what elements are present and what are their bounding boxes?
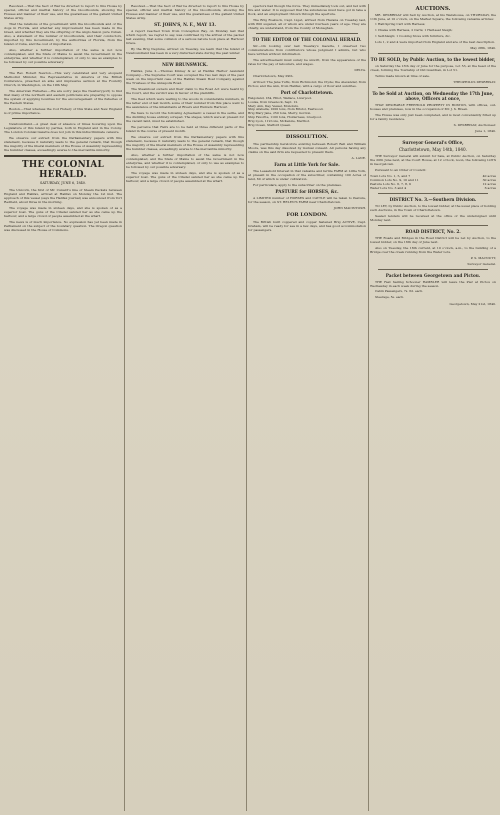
article-paragraph: spectors had though the force. They immediately took out, and fed with fire and water. It is supposed that the substances must have got in take a flock, and an employment thrown through the aperture. [248, 4, 366, 16]
shipping-entry: Ship Favorite, 1100 tons, Holderness, Liverpool. [248, 114, 322, 119]
shipping-entry: Mary Ann, Day, Vessel, Monolulu. [248, 103, 300, 108]
masthead-title: THE COLONIAL HERALD. [22, 160, 104, 180]
ad-heading: Farm at Little York for Sale. [274, 162, 340, 168]
shipping-entry: Ship Arabella, 1000 tons, from Bristol, Eastwood. [248, 107, 324, 112]
article-paragraph: Boston.—That whereas the Cod Fishery of this State and New England is of prime importance. [4, 107, 122, 115]
column-rule [246, 4, 247, 811]
ad-paragraph: THE Fast Sailing Schooner RAMBLER will leave the Pier at Pictou on Wednesday in each week during the season. [370, 280, 496, 289]
ad-paragraph: The House was only just been completed, and is most conveniently fitted up for a family residence. [370, 113, 496, 122]
article-paragraph: A report reached Town from Conception Bay, on Monday last that which report, we regret to say, was confirmed by the arrival of the packet last evening, that some collision of a serious nature took place at Harbour Grace. [126, 29, 244, 45]
article-paragraph: We perceive that Fairs are to be held at three different parts of the Island in the course of present month. [126, 125, 244, 133]
article-paragraph: Sir.—On looking over last Tuesday's Gazette, I observed two communications from contributors whose judgment I admire, but who have written without information. [248, 44, 366, 56]
table-cell: Town Lots No. 1, 5, and 7 [370, 174, 411, 179]
ad-paragraph: THE Roads and Bridges in the Road District will be Let by Auction, to the lowest bidder, on the 16th day of June next. [370, 236, 496, 245]
ad-line: 1 Self-Sleigh; 1 Cooking Stove with furniture, &c. [375, 33, 451, 38]
article-paragraph: Arrived: The Jane Tufts, from Richmond; the Clyde; the Alexander, from Pictou; and the Ann, from Halifax, with a cargo of flour and sundries. [248, 80, 366, 88]
signature: A. LANE. [351, 156, 366, 161]
section-heading: NEW BRUNSWICK. [162, 62, 208, 67]
ad-paragraph: THE Surveyor General will submit for Sale, at Public Auction, on Saturday the 20th June next, at the Court House, at 12 o'clock, noon, the following LOTS in Georgetown. [370, 154, 496, 167]
divider [378, 269, 488, 270]
ad-paragraph: Terms made known at time of sale. [375, 74, 430, 79]
signature: S. DESBRISAY, Auctioneer. [453, 123, 496, 128]
ad-heading: TO BE SOLD, by Public Auction, to the lowest bidder, [370, 57, 496, 63]
article-paragraph: Also, whether a further importation of the same is not now contemplated, and the State of Maine to assist the Government in the enterprise, and whether it is contemplated, or only to use as examples to be followed by our possible adversary. [126, 153, 244, 169]
article-paragraph: Resolved.—That the Sect of War be directed to report to this House by special, official and marital history of the bloodhounds, showing the Houses and manner of their use, and the guarantees of the gallant United States Army. [126, 4, 244, 20]
ad-paragraph: MR. DESBRISAY will Sell by Auction, at his Warehouse, on THURSDAY, the 11th June, at 10 o'clock, on the Market Square, the following valuable articles: [370, 13, 496, 21]
ad-paragraph: Lots 1, 2 and 4 were imported from England and are of the best description. [375, 40, 496, 45]
ad-paragraph: on Saturday the 13th day of June for the purpose, Lot 53, at the head of the creek, forming the Township of Old Guardian, in Lot 51. [370, 64, 496, 73]
signature: DELTA. [354, 68, 366, 72]
ad-date: May 28th, 1840. [470, 46, 496, 51]
article-paragraph: Charlottetown, May 29th. [253, 74, 294, 78]
divider [134, 58, 236, 59]
ad-paragraph: The Leasehold Interest in that valuable and fertile FARM at Little York, at present in the occupation of the subscriber, containing 100 Acres of land, 60 of which is under cultivation. [248, 169, 366, 182]
column-rule [368, 4, 369, 811]
double-divider [4, 155, 122, 157]
ad-heading: DISSOLUTION. [285, 134, 329, 141]
ad-heading: ROAD DISTRICT, No. 2. [405, 229, 461, 235]
article-paragraph: We observe our extract from the Parliamentary papers with this statement, because it naturally leads to the general remark, that though the majority of the liberal members of the House of Assembly representing the humbler classes, exceedingly averse to the mercantile minority. [126, 135, 244, 151]
ad-paragraph: The partnership heretofore existing between Robert Bell and William Moore, was this day dissolved by mutual consent. All persons having any claims on the said firm are requested to present them. [248, 142, 366, 155]
divider [378, 53, 488, 54]
divider [378, 225, 488, 226]
ad-paragraph: For particulars, apply to the subscriber on the premises. [253, 183, 342, 188]
ad-heading: To be Sold at Auction, on Wednesday the 17th June, above, Officers at once, [372, 91, 494, 102]
ad-subheading: Charlottetown, May 14th, 1840. [398, 147, 468, 153]
table-row [370, 186, 496, 190]
column-1 [4, 4, 122, 811]
ad-date: Georgetown, May 21st, 1840. [449, 301, 496, 306]
divider [378, 193, 488, 194]
shipping-entry: Brig Ocean, Stafford Queen. [248, 122, 292, 127]
column-2 [126, 4, 244, 811]
section-heading: TO THE EDITOR OF THE COLONIAL HERALD. [252, 37, 362, 42]
ad-paragraph: A LIMITED number of HORSES and CATTLE will be taken to Pasture, for the season, on ST. HELEN'S FARM near Charlottetown. [248, 196, 366, 205]
shipping-list [248, 97, 366, 127]
ad-paragraph: Also on Tuesday, the 16th current, at 10 o'clock, a.m., to the building of a Bridge over the creek running from the Water Lots. [370, 246, 496, 255]
article-paragraph: The voyage was made in sixteen days, and she is spoken of as a superior boat. The guns of the Citadel saluted her as she came up the harbour, and a large crowd of people assembled at the wharf. [4, 206, 122, 218]
shipping-entry: Brig Lyon, 119 tons, McKenzie, Merthot. [248, 118, 311, 123]
divider [378, 136, 488, 137]
signature: P. S. MACNUTT, [470, 256, 496, 261]
ad-heading: Packet between Georgetown and Pictou. [385, 273, 481, 279]
column-3 [248, 4, 366, 811]
signature: JOHN MACINTOSH. [333, 206, 366, 211]
table-cell: 6 acres [484, 186, 496, 191]
shipping-entry: Brig Mary Jane, 250 tons, Merry, Gordon. [248, 111, 312, 116]
table-cell: 12 acres [482, 182, 496, 187]
ad-paragraph: Pursuant to an Order of Council: [375, 168, 427, 173]
section-heading: ST. JOHN'S, N. F., MAY 13. [154, 22, 216, 27]
ad-paragraph: TO LET, by Public Auction, to the lowest bidder, at the usual place of holding such Auctions, in the Town of Charlottetown. [370, 204, 496, 213]
article-paragraph: Resolved.—That the Sect of War be directed to report to this House by special, official and marital history of the bloodhounds, showing the Houses and manner of their use, and the guarantees of the gallant United States Army. [4, 4, 122, 20]
ad-paragraph: The British built coppered and copper fastened Brig ACTIVE, Capt. Graham, will be ready for sea in a few days, and has good accommodation for passengers. [248, 220, 366, 233]
divider [12, 118, 114, 119]
article-paragraph: The fleet which were waiting to the woods in considerable numbers, in the latter end of last month, some of their number from this place went to the assistance of the inhabitants at Rivers and Hunters Harbour. [126, 97, 244, 109]
ad-line: Cabin Passengers, 7s. 6d. each. [375, 289, 424, 294]
article-paragraph: We have to record the following Agreement: a vessel in the settle, and the distilling house entirely scraped. The stages, which were at present for the vacant land, must be established. [126, 111, 244, 123]
ad-heading: PASTURE for HORSES, &c. [275, 189, 339, 195]
article-paragraph: The American Fisheries.—We are sorry (says the Newburyport) to find that many of the northern and eastern politicians are preparing to oppose the system of applying bounties for the encouragement of the fisheries of the Eastern States. [4, 89, 122, 105]
lots-table [370, 174, 496, 190]
section-heading: Port of Charlottetown. [280, 90, 334, 95]
ad-line: 1 Half-Spring Cart with Harness; [375, 22, 426, 26]
ad-paragraph: THAT DESIRABLE FREEHOLD PROPERTY IN BOSTON, with offices, out-houses and premises, now in the occupation of Mr. J. S. Breen. [370, 103, 496, 112]
column-4 [370, 4, 496, 811]
article-paragraph: The Brig Roebuck, Capt. Liget, arrived from Havana on Tuesday last, with 800 sugared, all of whom are under fourteen years of age. They are chiefly, we understand, from the County of Monaghan. [248, 18, 366, 30]
ad-paragraph: Sealed tenders will be received at the office of the undersigned until Monday next. [370, 214, 496, 223]
table-cell: 40 acres [482, 174, 496, 179]
signature: THEOPHILUS DESBRISAY. [453, 80, 496, 85]
table-cell: Common Lots No. 9, 10 and 11 [370, 178, 419, 183]
article-paragraph: Newfoundland.—A great deal of absence of times hovering upon the Legislature of this Island by parties, both in England and in the Colony. The London Colonial Gazette does not join in this indiscriminate censure. [4, 122, 122, 134]
masthead-date: SATURDAY, JUNE 6, 1840. [40, 181, 86, 185]
auctions-heading: AUCTIONS. [415, 6, 451, 12]
ad-heading: DISTRICT No. 3.—Southern Division. [389, 197, 477, 203]
table-cell: Pasture Lots No. 6, 7, 8, 9 [370, 182, 411, 187]
ad-heading: Surveyor General's Office, [402, 140, 464, 146]
shipping-entry: Helgoland, 164, Elliot, Wallace, Liverpool. [248, 96, 313, 100]
article-paragraph: The advertisement must surely be unwrit, from the appearance of the rates for the pay of labourers, and wages. [248, 58, 366, 66]
article-paragraph: The Rev. Robert Newton.—This very celebrated and very eloquent Methodist Minister, the Representative in America of the British Conference, preached an able and impressive sermon at the Foundry Church, in Washington, on the 19th May. [4, 71, 122, 87]
article-paragraph: Also, whether a further importation of the same is not now contemplated, and the State of Maine to assist the Government in the enterprise, and whether it is contemplated, or only to use as examples to be followed by our possible adversary. [4, 48, 122, 64]
article-paragraph: The Unicorn, the first of Mr. Cunard's line of Steam Packets between England and Halifax, arrived at Halifax on Monday the 1st inst. The approach of this vessel (says the Halifax Journal) was announced from Yort Redfield, about three in the morning. [4, 188, 122, 204]
column-rule [124, 4, 125, 811]
table-cell: Water Lots No. 3 and 4 [370, 186, 407, 191]
ad-heading: FOR LONDON. [286, 212, 328, 219]
shipping-entry: Louisa, from Greenock, Sept. 12. [248, 99, 299, 104]
divider [12, 67, 114, 68]
article-paragraph: The news is of much importance. No expression has yet been made in Parliament on the subject of the boundary question. The Oregon question was discussed in the House of Commons. [4, 220, 122, 232]
ad-line: 1 Chaise with Harness, 2 Carts; 1 Half-seat Sleigh; [375, 27, 453, 32]
divider [256, 130, 358, 131]
ad-line: Steerage, 5s. each. [375, 295, 405, 300]
divider [378, 87, 488, 88]
article-paragraph: The voyage was made in sixteen days, and she is spoken of as a superior boat. The guns of the Citadel saluted her as she came up the harbour, and a large crowd of people assembled at the wharf. [126, 171, 244, 183]
article-paragraph: We observe our extract from the Parliamentary papers with this statement, because it naturally leads to the general remark, that though the majority of the liberal members of the House of Assembly representing the humbler classes, exceedingly averse to the mercantile minority. [4, 136, 122, 152]
signature-title: Surveyor General. [467, 262, 496, 267]
article-paragraph: By the Brig Neptune, arrived on Tuesday, we learn that the Island of Newfoundland has been in a very disturbed state during the past winter. [126, 47, 244, 55]
article-paragraph: Halifax, June 2.—Thomas Kinney & ac at Halifax Harbor Assistant Company.—The Supreme Court was occupied the two last days of the past week on the important case of the Halifax Steam Boat Company against the Trustees of the Annapolis Road. [126, 69, 244, 85]
article-paragraph: That the relations of the government with the bloodhounds and of the dogs in Florida, and whether any improvement has been made in the breed, and whether they are the offspring of the Anglo-Saxon pure Cuban. Also, a statement of the number of bloodhounds, and their conductors, imported by this Government, by the authorities of Florida, from the Island of Cuba, and the cost of importation. [4, 22, 122, 46]
table-cell: 30 acres [482, 178, 496, 183]
ad-date: June 1, 1840. [475, 129, 496, 134]
article-paragraph: The Steamboat owners and their claim to the Road Act were heard by the Court, and the verdict was in favour of the plaintiffs. [126, 87, 244, 95]
divider [256, 33, 358, 34]
